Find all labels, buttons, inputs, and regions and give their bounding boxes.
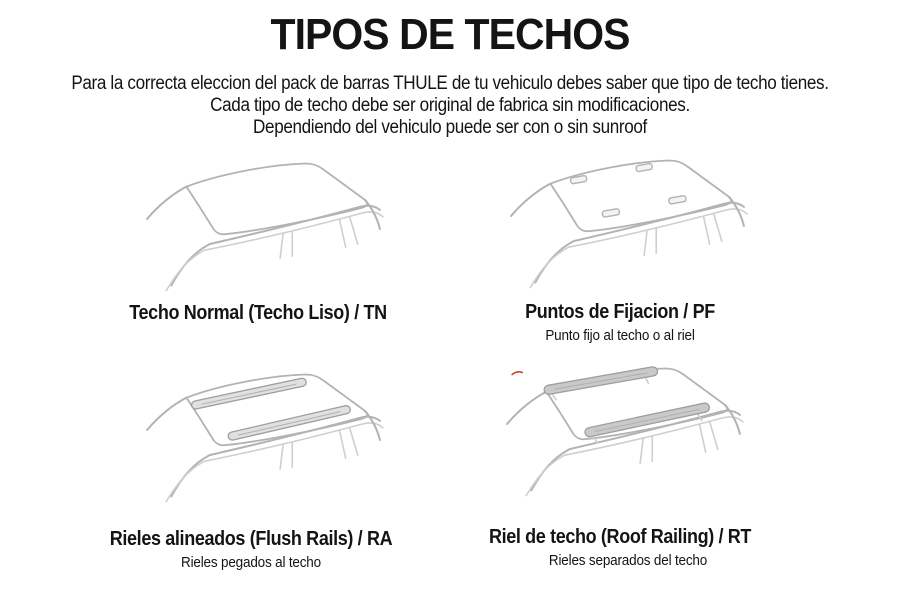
roof-illustration-pf-fixed-points (500, 150, 752, 300)
roof-type-sublabel-ra: Rieles pegados al techo (181, 554, 321, 571)
roof-illustration-tn-smooth-roof (136, 153, 388, 303)
roof-type-label-pf: Puntos de Fijacion / PF (525, 301, 715, 323)
roof-illustration-rt-roof-railing (496, 358, 748, 508)
intro-text (45, 73, 855, 139)
roof-type-label-rt: Riel de techo (Roof Railing) / RT (488, 526, 752, 548)
page-title: TIPOS DE TECHOS (270, 10, 630, 59)
intro-line-1: Para la correcta eleccion del pack de barras THULE de tu vehiculo debes saber que tipo de techo tienes. (71, 73, 829, 94)
roof-illustration-ra-flush-rails (136, 364, 388, 514)
roof-type-sublabel-rt: Rieles separados del techo (548, 552, 708, 569)
roof-type-sublabel-pf: Punto fijo al techo o al riel (545, 327, 695, 344)
intro-line-2: Cada tipo de techo debe ser original de fabrica sin modificaciones. (210, 95, 690, 116)
roof-type-label-tn: Techo Normal (Techo Liso) / TN (129, 302, 387, 324)
roof-type-label-ra: Rieles alineados (Flush Rails) / RA (109, 528, 393, 550)
intro-line-3: Dependiendo del vehiculo puede ser con o sin sunroof (253, 117, 647, 138)
red-paint-mark (512, 372, 522, 375)
